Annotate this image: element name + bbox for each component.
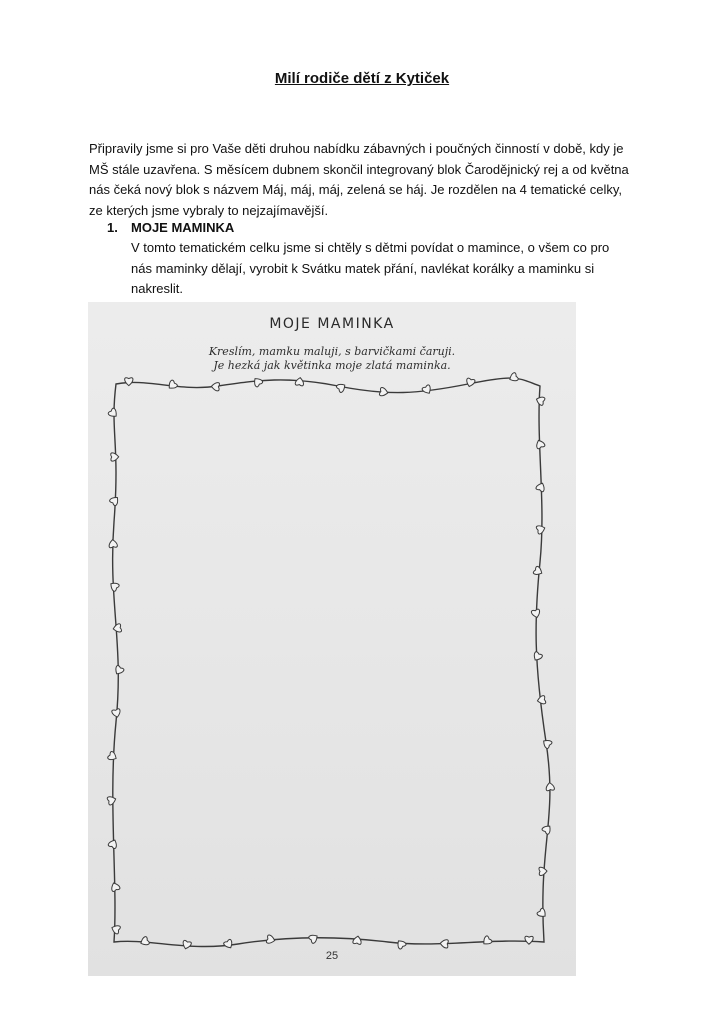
heart-icon [295,377,304,386]
heart-icon [112,708,122,718]
heart-icon [541,823,552,834]
intro-line: ze kterých jsme vybraly to nejzajímavější. [89,202,329,218]
intro-paragraph [89,139,649,221]
heart-icon [541,738,552,749]
heart-icon [353,935,362,944]
section-heading: MOJE MAMINKA [131,220,235,235]
heart-icon [108,408,119,419]
worksheet-page-number: 25 [325,950,339,962]
heart-icon [125,378,133,386]
heart-icon [266,935,276,945]
heart-icon [535,395,545,405]
heart-icon [536,908,547,919]
heart-icon [211,382,219,391]
heart-icon [525,936,533,944]
worksheet-title: MOJE MAMINKA [269,316,395,332]
heart-icon [379,387,388,397]
vine-border [113,378,550,946]
heart-icon [465,378,475,388]
heart-icon [108,580,119,591]
section-body-line: V tomto tematickém celku jsme si chtěly s dětmi povídat o mamince, o všem co pro [131,240,610,255]
heart-icon [531,609,541,619]
heart-icon [113,623,122,633]
heart-icon [481,935,492,946]
heart-icon [536,524,546,534]
heart-vine-frame [88,302,576,976]
section-body [131,238,631,300]
heart-icon [537,695,546,705]
section-body-line: nakreslit. [131,281,184,296]
intro-line: nás čeká nový blok s názvem Máj, máj, máj, zelená se háj. Je rozdělen na 4 tematické celky, [89,182,623,197]
heart-icon [440,939,449,948]
page-title: Milí rodiče dětí z Kytiček [274,70,450,87]
heart-icon [107,751,118,762]
section-body-line: nás maminky dělají, vyrobit k Svátku matek přání, navlékat korálky a maminku si [131,260,595,276]
heart-icon [107,795,117,805]
hearts-group [107,372,555,950]
intro-line: Připravily jsme si pro Vaše děti druhou nabídku zábavných i poučných činností v době, kdy je [89,141,624,156]
heart-icon [110,881,121,891]
worksheet-rhyme-line: Kreslím, mamku maluji, s barvičkami čaruji. [208,345,456,358]
heart-icon [108,539,117,548]
heart-icon [545,782,554,791]
heart-icon [539,867,547,876]
worksheet-rhyme-line: Je hezká jak květinka moje zlatá maminka. [213,359,451,372]
heart-icon [110,924,120,935]
heart-icon [395,938,406,949]
heart-icon [181,940,191,950]
heart-icon [111,453,119,462]
worksheet-photo [88,302,576,976]
section-number: 1. [107,220,118,235]
intro-line: MŠ stále uzavřena. S měsícem dubnem skončil integrovaný blok Čarodějnický rej a od května [89,161,629,177]
